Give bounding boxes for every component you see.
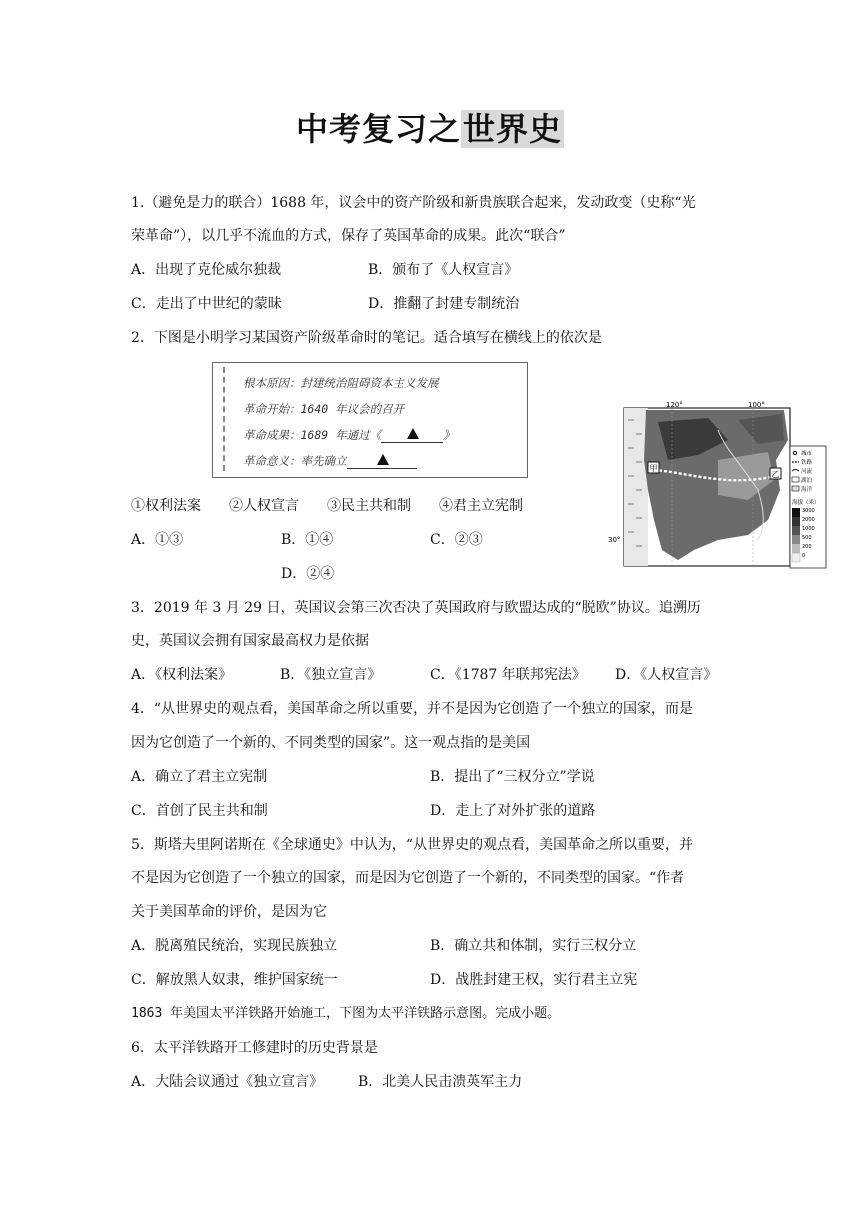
elev-swatch-5 <box>792 544 800 553</box>
q4-stem-line1: 4．“从世界史的观点看，美国革命之所以重要，并不是因为它创造了一个独立的国家，而是 <box>131 701 694 717</box>
q1-option-b: B．颁布了《人权宣言》 <box>368 262 519 278</box>
q5-stem-line2: 不是因为它创造了一个独立的国家，而是因为它创造了一个新的，不同类型的国家。“作者 <box>131 870 685 886</box>
q3-stem-line2: 史，英国议会拥有国家最高权力是依据 <box>131 633 369 649</box>
q5-option-c: C．解放黑人奴隶，维护国家统一 <box>131 972 338 988</box>
note-row-result <box>243 427 455 443</box>
elev-swatch-6 <box>792 553 800 562</box>
q6-intro: 1863 年美国太平洋铁路开始施工，下图为太平洋铁路示意图。完成小题。 <box>131 1006 561 1021</box>
note-row-cause: 根本原因：封建统治阻碍资本主义发展 <box>243 376 439 390</box>
q4-option-b: B．提出了“三权分立”学说 <box>430 769 595 785</box>
elev-swatch-1 <box>792 508 800 517</box>
legend-sea: 海洋 <box>801 487 813 493</box>
triangle-marker-1 <box>407 428 419 439</box>
q1-stem-line1: 1.（避免是力的联合）1688 年，议会中的资产阶级和新贵族联合起来，发动政变（史称“光 <box>131 195 696 211</box>
ocean-area <box>624 408 648 566</box>
legend-elev-title: 海拔（米） <box>792 500 820 506</box>
elev-label-2000: 2000 <box>802 517 815 523</box>
blank-line-2 <box>347 454 417 469</box>
q4-option-d: D．走上了对外扩张的道路 <box>430 803 596 819</box>
q4-option-c: C．首创了民主共和制 <box>131 803 268 819</box>
q4-stem-line2: 因为它创造了一个新的、不同类型的国家”。这一观点指的是美国 <box>131 735 531 751</box>
q3-option-c: C．《1787 年联邦宪法》 <box>430 667 586 683</box>
q1-option-c: C．走出了中世纪的蒙昧 <box>131 296 282 312</box>
q4-option-a: A．确立了君主立宪制 <box>131 769 268 785</box>
q2-option-a: A．①③ <box>131 532 184 548</box>
pacific-railway-map <box>598 400 828 570</box>
elev-label-1000: 1000 <box>802 526 815 532</box>
q5-option-a: A．脱离殖民统治，实现民族独立 <box>131 938 338 954</box>
legend-rail: 铁路 <box>801 460 813 466</box>
q6-option-a: A．大陆会议通过《独立宣言》 <box>131 1074 324 1090</box>
legend-sea-symbol <box>792 486 799 491</box>
q2-option-b: B．①④ <box>281 532 334 548</box>
legend-lake: 湖泊 <box>801 478 813 484</box>
q1-option-d: D．推翻了封建专制统治 <box>368 296 520 312</box>
q1-stem-line2: 荣革命”），以几乎不流血的方式，保存了英国革命的成果。此次“联合” <box>131 228 566 244</box>
notebook-spine <box>223 367 235 471</box>
q5-option-d: D．战胜封建王权，实行君主立宪 <box>430 972 638 988</box>
q6-option-b: B．北美人民击溃英军主力 <box>358 1074 523 1090</box>
legend-city: 城市 <box>801 451 813 457</box>
q3-option-b: B．《独立宣言》 <box>280 667 382 683</box>
lon-label-120: 120° <box>666 401 683 409</box>
q3-option-d: D．《人权宣言》 <box>615 667 718 683</box>
elev-swatch-2 <box>792 517 800 526</box>
elev-swatch-3 <box>792 526 800 535</box>
q5-option-b: B．确立共和体制，实行三权分立 <box>430 938 637 954</box>
q1-option-a: A．出现了克伦威尔独裁 <box>131 262 282 278</box>
q2-option-c: C．②③ <box>430 532 483 548</box>
q6-stem: 6．太平洋铁路开工修建时的历史背景是 <box>131 1040 378 1056</box>
lon-label-100: 100° <box>748 401 765 409</box>
elev-label-200: 200 <box>802 544 812 550</box>
q5-stem-line1: 5．斯塔夫里阿诺斯在《全球通史》中认为，“从世界史的观点看，美国革命之所以重要，并 <box>131 837 694 853</box>
legend-lake-symbol <box>792 477 799 482</box>
elev-label-0: 0 <box>802 553 806 559</box>
blank-line-1 <box>381 428 443 443</box>
q2-stem: 2．下图是小明学习某国资产阶级革命时的笔记。适合填写在横线上的依次是 <box>131 330 602 346</box>
q5-stem-line3: 关于美国革命的评价，是因为它 <box>131 904 327 920</box>
q2-notes-figure <box>212 362 528 478</box>
marker-yi-label: 乙 <box>771 470 780 479</box>
q3-option-a: A．《权利法案》 <box>131 667 233 683</box>
title-main: 中考复习之 <box>295 110 461 148</box>
note-row-meaning <box>243 453 417 469</box>
page-title <box>0 104 860 150</box>
note-result-end: 》 <box>443 428 455 442</box>
lat-label-30: 30° <box>608 536 621 544</box>
note-row-start: 革命开始：1640 年议会的召开 <box>243 402 405 416</box>
legend-river: 河流 <box>801 469 813 475</box>
triangle-marker-2 <box>377 454 389 465</box>
elev-label-3000: 3000 <box>802 508 815 514</box>
q3-stem-line1: 3．2019 年 3 月 29 日，英国议会第三次否决了英国政府与欧盟达成的“脱欧”协议。追溯历 <box>131 600 701 616</box>
elev-swatch-4 <box>792 535 800 544</box>
marker-jia-label: 甲 <box>649 464 658 473</box>
title-highlight: 世界史 <box>463 110 563 148</box>
q2-items: ①权利法案 ②人权宣言 ③民主共和制 ④君主立宪制 <box>131 498 523 514</box>
elev-label-500: 500 <box>802 535 812 541</box>
note-meaning-text: 革命意义：率先确立 <box>243 454 347 468</box>
q2-option-d: D．②④ <box>281 566 335 582</box>
note-result-text: 革命成果：1689 年通过《 <box>243 428 382 442</box>
